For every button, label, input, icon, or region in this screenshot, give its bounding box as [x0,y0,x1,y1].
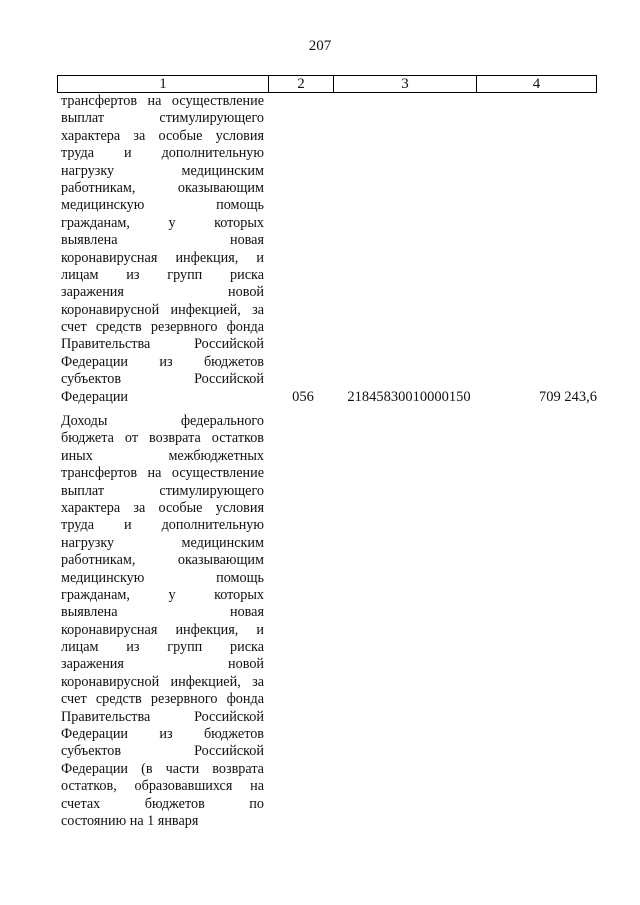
description-line: характера за особые условия [61,499,264,516]
description-line: нагрузку медицинским [61,162,264,179]
description-line: иных межбюджетных [61,447,264,464]
description-line: коронавирусной инфекцией, за [61,301,264,318]
description-line: Федерации из бюджетов [61,726,264,743]
description-line: субъектов Российской [61,743,264,760]
description-line: труда и дополнительную [61,145,264,162]
header-col-3: 3 [334,76,477,92]
row-description [61,413,264,830]
description-line: счетах бюджетов по [61,795,264,812]
row-description [61,93,264,406]
description-line: труда и дополнительную [61,517,264,534]
amount: 709 243,6 [539,388,597,405]
description-line: Правительства Российской [61,708,264,725]
description-line: коронавирусной инфекцией, за [61,673,264,690]
description-line: счет средств резервного фонда [61,691,264,708]
description-line: гражданам, у которых [61,214,264,231]
description-line: Правительства Российской [61,336,264,353]
description-line: коронавирусная инфекция, и [61,249,264,266]
description-line: коронавирусная инфекция, и [61,621,264,638]
description-line: характера за особые условия [61,127,264,144]
description-line: медицинскую помощь [61,197,264,214]
description-line: трансфертов на осуществление [61,465,264,482]
header-col-2: 2 [269,76,334,92]
description-line: выплат стимулирующего [61,482,264,499]
budget-classification-code: 21845830010000150 [347,388,471,405]
description-line: заражения новой [61,656,264,673]
description-line: Федерации (в части возврата [61,760,264,777]
description-line: бюджета от возврата остатков [61,430,264,447]
description-line: субъектов Российской [61,371,264,388]
description-line: выплат стимулирующего [61,110,264,127]
description-line: трансфертов на осуществление [61,93,264,109]
page-number: 207 [308,38,332,54]
description-line: лицам из групп риска [61,266,264,283]
description-line: Федерации [61,388,129,405]
description-line: работникам, оказывающим [61,552,264,569]
description-line: работникам, оказывающим [61,179,264,196]
description-line: счет средств резервного фонда [61,319,264,336]
header-col-1: 1 [58,76,269,92]
table-header [57,75,597,93]
description-line: Доходы федерального [61,413,264,429]
description-line: медицинскую помощь [61,569,264,586]
description-line: гражданам, у которых [61,586,264,603]
description-line: состоянию на 1 января [61,812,199,829]
description-line: заражения новой [61,284,264,301]
description-line: выявлена новая [61,604,264,621]
description-line: нагрузку медицинским [61,534,264,551]
description-line: Федерации из бюджетов [61,353,264,370]
description-line: остатков, образовавшихся на [61,778,264,795]
admin-code: 056 [292,388,314,405]
header-col-4: 4 [532,76,541,92]
description-line: выявлена новая [61,232,264,249]
description-line: лицам из групп риска [61,639,264,656]
